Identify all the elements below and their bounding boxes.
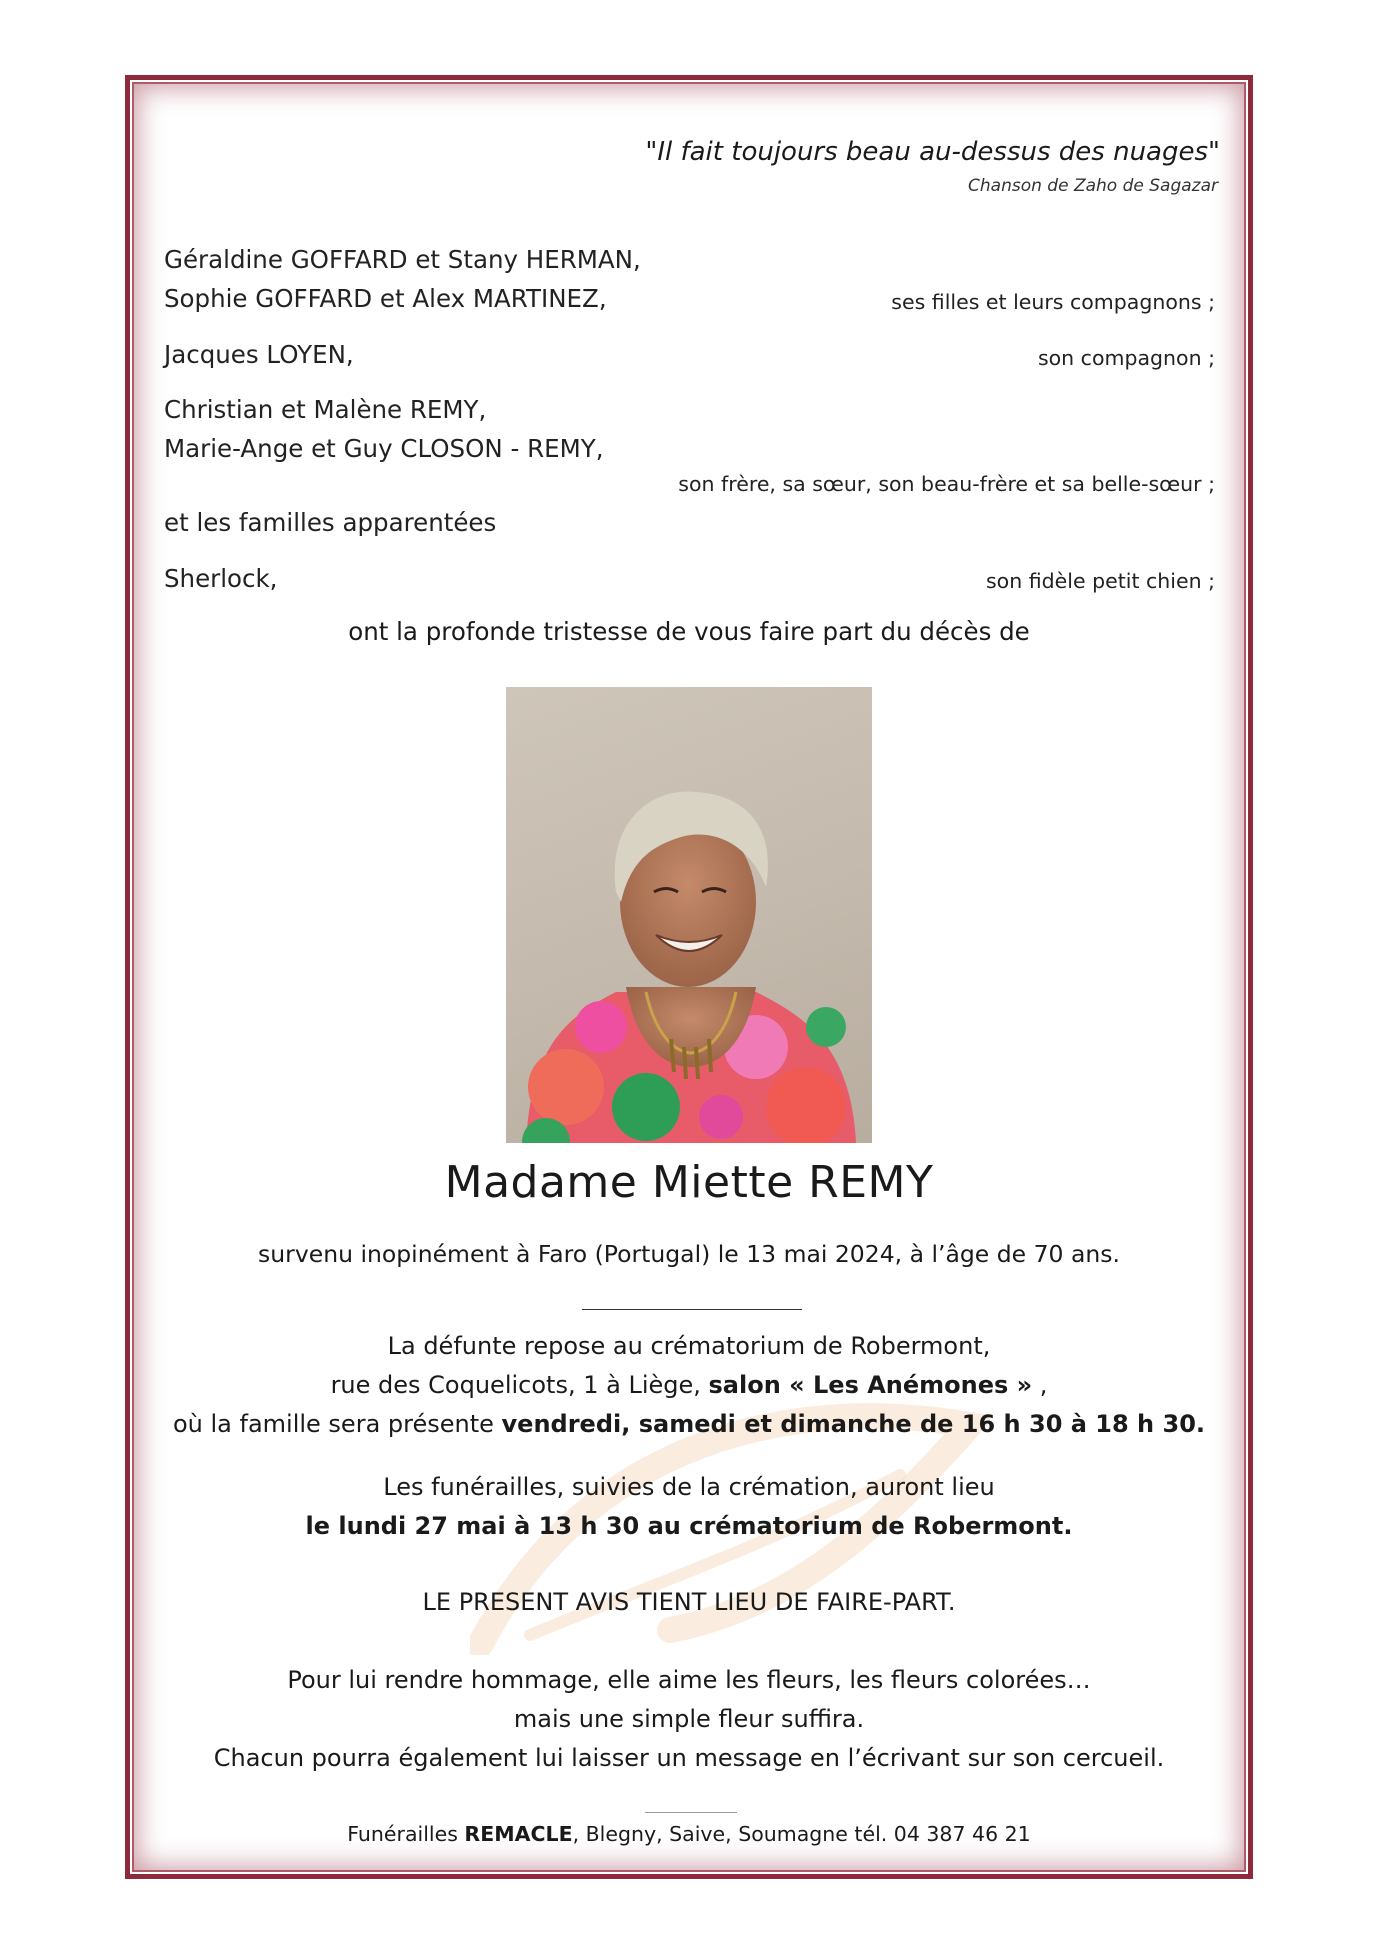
repose-line: La défunte repose au crématorium de Robermont,	[387, 1332, 991, 1360]
repose-line	[0, 1371, 1378, 1399]
deceased-name: Madame Miette REMY	[444, 1157, 934, 1208]
funeral-home-footer	[0, 1822, 1378, 1846]
epigraph-source: Chanson de Zaho de Sagazar	[968, 176, 1218, 196]
repose-address: rue des Coquelicots, 1 à Liège,	[330, 1371, 709, 1399]
tribute-line: mais une simple fleur suffira.	[513, 1705, 865, 1733]
epigraph-quote: "Il fait toujours beau au-dessus des nuages"	[645, 137, 1220, 167]
funeral-date	[0, 1512, 1378, 1540]
relationship-label: son compagnon ;	[1037, 346, 1215, 370]
divider-line	[582, 1309, 802, 1310]
visiting-hours: vendredi, samedi et dimanche de 16 h 30 à 18 h 30.	[501, 1410, 1206, 1438]
notice-line: LE PRESENT AVIS TIENT LIEU DE FAIRE-PART.	[422, 1588, 956, 1616]
death-details: survenu inopinément à Faro (Portugal) le 13 mai 2024, à l’âge de 70 ans.	[258, 1240, 1120, 1268]
relationship-label: son frère, sa sœur, son beau-frère et sa belle-sœur ;	[678, 472, 1215, 496]
family-name-line: et les familles apparentées	[164, 508, 497, 537]
footer-prefix: Funérailles	[347, 1822, 465, 1846]
portrait-photo	[506, 687, 872, 1143]
relationship-label: son fidèle petit chien ;	[986, 569, 1215, 593]
family-name-line: Christian et Malène REMY,	[164, 395, 487, 424]
footer-divider	[645, 1812, 737, 1813]
family-name-line: Sophie GOFFARD et Alex MARTINEZ,	[164, 284, 607, 313]
relationship-label: ses filles et leurs compagnons ;	[891, 290, 1215, 314]
visiting-intro: où la famille sera présente	[172, 1410, 502, 1438]
funeral-date-text: le lundi 27 mai à 13 h 30 au crématorium de Robermont.	[305, 1512, 1073, 1540]
tribute-line: Chacun pourra également lui laisser un message en l’écrivant sur son cercueil.	[213, 1744, 1165, 1772]
family-name-line: Marie-Ange et Guy CLOSON - REMY,	[164, 434, 604, 463]
footer-contact: , Blegny, Saive, Soumagne tél. 04 387 46 21	[572, 1822, 1031, 1846]
funeral-line: Les funérailles, suivies de la crémation, auront lieu	[383, 1473, 995, 1501]
family-name-line: Jacques LOYEN,	[164, 340, 354, 369]
family-name-line: Sherlock,	[164, 564, 278, 593]
announcement-intro: ont la profonde tristesse de vous faire part du décès de	[348, 617, 1030, 646]
family-name-line: Géraldine GOFFARD et Stany HERMAN,	[164, 245, 641, 274]
salon-name: salon « Les Anémones »	[708, 1371, 1033, 1399]
repose-line	[0, 1410, 1378, 1438]
funeral-home-name: REMACLE	[464, 1822, 573, 1846]
repose-punctuation: ,	[1032, 1371, 1048, 1399]
tribute-line: Pour lui rendre hommage, elle aime les fleurs, les fleurs colorées…	[287, 1666, 1091, 1694]
